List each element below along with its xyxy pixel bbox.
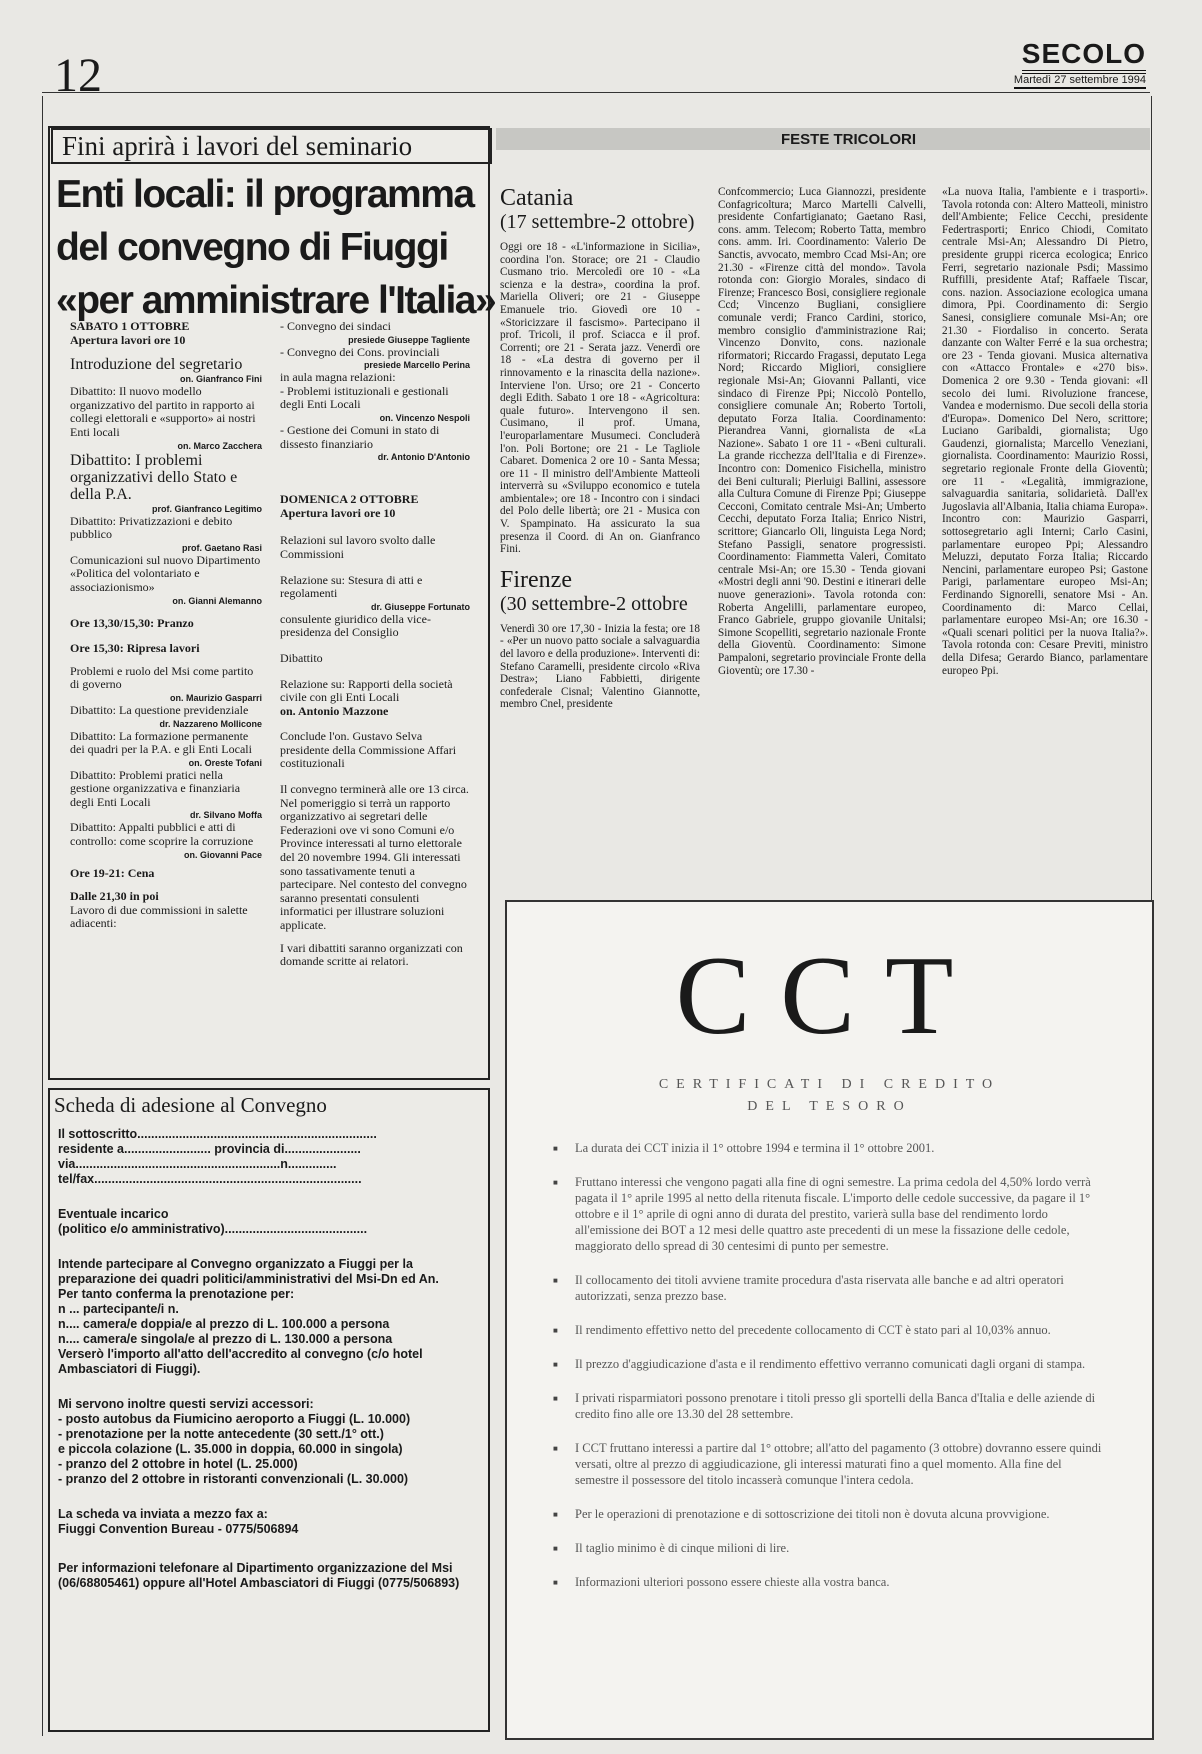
day-subtitle: Apertura lavori ore 10 [280,505,396,520]
day-title: SABATO 1 OTTOBRE [70,319,190,333]
event-dates: (17 settembre-2 ottobre) [500,211,695,233]
form-text: Mi servono inoltre questi servizi accessori: [58,1397,314,1411]
section-band [496,128,1150,150]
form-title: Scheda di adesione al Convegno [54,1093,327,1117]
program-item: Comunicazioni sul nuovo Dipartimento «Politica del volontariato e associazionismo» [70,552,261,594]
service-option[interactable]: e piccola colazione (L. 35.000 in doppia, 60.000 in singola) [58,1442,403,1456]
double-room-field[interactable]: n.... camera/e doppia/e al prezzo di L. 100.000 a persona [58,1317,390,1331]
speaker: on. Vincenzo Nespoli [379,412,470,423]
participants-field[interactable]: n ... partecipante/i n. [58,1302,179,1316]
program-item: - Convegno dei sindaci [280,319,391,333]
time-slot: Ore 19-21: Cena [70,865,155,880]
address-field[interactable]: via...........................................................n.............. [58,1157,337,1171]
masthead [1014,38,1146,89]
time-slot: Ore 15,30: Ripresa lavori [70,641,200,656]
event-text: «La nuova Italia, l'ambiente e i trasporti». Tavola rotonda con: Altero Matteoli, ministro dell'Ambiente; Felice Cecchi, presidente Federtrasporti; Enrico Chiodi, Comitato centrale Msi-An; Alessandro Di Pietro, presidente gruppi ricerca ecologica; Enrico Ferri, segretario nazionale Psdi; Massimo Ruffilli, presidente Ataf; Raffaele Tiscar, cons. nazion. Associazione ecologica umana dimora, Ppi. Coordinamento di: Sergio Sanesi, consigliere comunale Msi-An; ore 21.30 - Fiordaliso in concerto. Serata danzante con Walter Ferré e la sua orchestra; ore 23 - Tenda giovani. Musica alternativa con «Attacco Frontale» e «270 bis». Domenica 2 ore 9.30 - Tenda giovani: «Il secolo dei lumi. Rivoluzione francese, Vandea e modernismo. Due secoli della storia d'Europa». Domenico Del Nero, scrittore; Luciano Garibaldi, giornalista; Ugo Gaudenzi, giornalista; Marcello Veneziani, giornalista. Coordinamento: Maurizio Rossi, segretario regionale Fronte della Gioventù; ore 11 - «Legalità, immigrazione, salvaguardia sanitaria, solidarietà. Dall'ex Jugoslavia all'Albania, Italia chiama Europa». Incontro con: Maurizio Gasparri, sottosegretario agli Interni; Carlo Casini, parlamentare europeo Ppi; Alessandro Meluzzi, deputato Forza Italia; Riccardo Nencini, parlamentare europeo Psi; Gastone Parigi, parlamentare europeo Msi-An; Ferdinando Signorelli, senatore Msi - An. Coordinamento di: Marco Cellai, parlamentare europeo Msi-An; ore 16.30 - «Quali scenari politici per la nuova Italia?». Tavola rotonda con: Cesare Previti, ministro della Difesa; Gerardo Bianco, parlamentare europeo Ppi. [942,186,1148,677]
residence-field[interactable]: residente a......................... provincia di...................... [58,1142,361,1156]
news-column-1 [500,180,700,720]
cct-subtitle-line: DEL TESORO [747,1099,912,1114]
program-item: consulente giuridico della vice-presidenza del Consiglio [280,611,431,640]
news-column-3 [942,186,1148,686]
program-item: - Problemi istituzionali e gestionali degli Enti Locali [280,383,449,412]
form-text: Intende partecipare al Convegno organizzato a Fiuggi per la preparazione dei quadri politici/amministrativi del Msi-Dn ed An. [58,1257,439,1286]
event-text: Oggi ore 18 - «L'informazione in Sicilia», coordina l'on. Storace; ore 21 - Claudio Cusmano trio. Mercoledì ore 10 - «La scienza e la destra», coordina la prof. Mariella Oliveri; ore 21 - Giuseppe Emanuele trio. Giovedì ore 10 - «Storicizzare il fascismo». Partecipano il prof. Tricoli, il prof. Sciacca e il prof. Correnti; ore 21 - Serata jazz. Venerdì ore 18 - «La destra di governo per il rinnovamento e la rinascita della nazione». Interviene l'on. Urso; ore 21 - Concerto degli Edith. Sabato 1 ore 18 - «Agricoltura: quale futuro». Intervengono il sen. Cusimano, il prof. Umana, l'europarlamentare Musumeci. Concluderà l'on. Poli Bortone; ore 21 - Le Tagliole Cabaret. Domenica 2 ore 10 - Santa Messa; ore 11 - Il ministro dell'Ambiente Matteoli interverrà su «Sviluppo economico e tutela ambientale»; ore 18 - Incontro con i sindaci del Polo delle libertà; ore 21 - Musica con V. Spampinato. Ha assicurato la sua presenza il Coord. di An on. Gianfranco Fini. [500,241,700,556]
role-label: Eventuale incarico [58,1207,169,1221]
program-item: Dibattito: La questione previdenziale [70,702,249,717]
cct-subtitle [507,1074,1152,1118]
form-text: La scheda va inviata a mezzo fax a: [58,1507,268,1521]
program-item: Dibattito: Appalti pubblici e atti di controllo: come scoprire la corruzione [70,820,254,849]
paper-name: SECOLO [1022,38,1146,74]
program-item: - Gestione dei Comuni in stato di dissesto finanziario [280,422,440,451]
cct-advertisement [505,900,1154,1740]
program-item: Lavoro di due commissioni in salette adiacenti: [70,902,248,931]
speaker: on. Oreste Tofani [188,757,262,768]
event-dates: (30 settembre-2 ottobre [500,592,688,615]
speaker: dr. Silvano Moffa [189,810,262,821]
list-item: ■ Il collocamento dei titoli avviene tramite procedura d'asta riservata alle banche e ad altri operatori autorizzati, senza prezzo base. [553,1272,1108,1304]
day-subtitle: Apertura lavori ore 10 [70,332,186,347]
program-item: Dibattito: Il nuovo modello organizzativo del partito in rapporto ai collegi elettorali e «supporto» ai nostri Enti locali [70,384,256,439]
list-item: ■ La durata dei CCT inizia il 1° ottobre 1994 e termina il 1° ottobre 2001. [553,1140,1108,1156]
program-column-1 [70,320,262,931]
day-title: DOMENICA 2 OTTOBRE [280,492,419,507]
speaker: dr. Nazzareno Mollicone [159,718,262,729]
speaker: presiede Marcello Perina [363,360,470,371]
program-item: - Convegno dei Cons. provinciali [280,344,440,359]
service-option[interactable]: - posto autobus da Fiumicino aeroporto a Fiuggi (L. 10.000) [58,1412,411,1426]
name-field[interactable]: Il sottoscritto..................................................................... [58,1127,377,1141]
service-option[interactable]: - pranzo del 2 ottobre in hotel (L. 25.000) [58,1457,298,1471]
program-item: Dibattito: Problemi pratici nella gestione organizzativa e finanziaria degli Enti Locali [70,767,241,809]
news-column-2 [718,186,926,686]
cct-logo: CCT [675,934,984,1058]
time-slot: Ore 13,30/15,30: Pranzo [70,615,194,630]
article-kicker: Fini aprirà i lavori del seminario [51,128,492,164]
event-text: Confcommercio; Luca Giannozzi, presidente Confagricoltura; Marco Martelli Calvelli, presidente Confartigianato; Gaetano Rasi, cons. amm. Telecom; Roberto Tatta, membro cons. amm. Iri. Coordinamento: Valerio De Sanctis, avvocato, membro Ccad Msi-An; ore 21.30 - «Firenze città del mondo». Tavola rotonda con: Giorgio Morales, sindaco di Firenze; Francesco Bosi, consigliere regionale Ccd; Vincenzo Bugliani, consigliere comunale verdi; Franco Cardini, storico, membro consiglio d'amministrazione Rai; Vincenzo Donvito, cons. nazionale riformatori; Riccardo Fragassi, deputato Lega Nord; Riccardo Migliori, consigliere regionale Msi-An; Giovanni Pallanti, vice sindaco di Firenze Ppi; Niccolò Pontello, consigliere comunale An; Roberto Tortoli, deputato Forza Italia. Coordinamento: Pierandrea Vanni, giornalista de «La Nazione». Sabato 1 ore 11 - «Beni culturali. La grande ricchezza dell'Italia e di Firenze». Incontro con: Domenico Fisichella, ministro dei Beni culturali; Pierluigi Ballini, assessore alla Cultura Comune di Firenze Ppi; Giuseppe Cecconi, Comitato centrale Msi-An; Umberto Cecchi, deputato Forza Italia; Enrico Nistri, scrittore; Giancarlo Oli, linguista Lega Nord; Stefano Passigli, senatore progressisti. Coordinamento: Fiammetta Valeri, Comitato centrale Msi-An; ore 15.30 - Tenda giovani «Mostri degli anni '90. Destini e itinerari delle nuove generazioni». Tavola rotonda con: Roberta Angelilli, parlamentare europeo, Franco Gabriele, gruppo giovanile Unitalsi; Simone Scopelliti, segretario nazionale Fronte della Gioventù. Coordinamento: Simone Pampaloni, segretario provinciale Fronte della Gioventù; ore 17.30 - [718,186,926,677]
list-item: ■ Il prezzo d'aggiudicazione d'asta e il rendimento effettivo verranno comunicati dagli organi di stampa. [553,1356,1108,1372]
section-title: FESTE TRICOLORI [781,131,916,148]
cct-terms-list [553,1140,1108,1608]
list-item: ■ I CCT fruttano interessi a partire dal 1° ottobre; all'atto del pagamento (3 ottobre) dovranno essere quindi versati, oltre al prezzo di aggiudicazione, gli interessi maturati fino a quel momento. Alla fine del semestre il possessore del titolo incasserà comunque l'intera cedola. [553,1440,1108,1488]
single-room-field[interactable]: n.... camera/e singola/e al prezzo di L. 130.000 a persona [58,1332,393,1346]
speaker: prof. Gaetano Rasi [181,542,262,553]
speaker: on. Maurizio Gasparri [169,692,262,703]
service-option[interactable]: - prenotazione per la notte antecedente (30 sett./1° ott.) [58,1427,384,1441]
program-item: Dibattito [280,650,323,665]
speaker: on. Gianni Alemanno [172,595,262,606]
program-item: Dibattito: Privatizzazioni e debito pubblico [70,513,233,542]
speaker: dr. Giuseppe Fortunato [370,601,470,612]
speaker: presiede Giuseppe Tagliente [348,334,470,345]
program-item: in aula magna relazioni: [280,370,396,385]
role-field[interactable]: (politico e/o amministrativo)......................................... [58,1222,368,1236]
city-title: Firenze [500,566,572,593]
headline-line: «per amministrare l'Italia» [56,279,496,322]
phone-field[interactable]: tel/fax............................................................................. [58,1172,362,1186]
city-title: Catania [500,185,574,211]
info-text: Per informazioni telefonare al Dipartimento organizzazione del Msi (06/68805461) oppure all'Hotel Ambasciatori di Fiuggi (0775/506893) [58,1561,460,1590]
form-text: Verserò l'importo all'atto dell'accredito al convegno (c/o hotel Ambasciatori di Fiuggi). [58,1347,423,1376]
article-headline [56,168,496,327]
list-item: ■ Informazioni ulteriori possono essere chieste alla vostra banca. [553,1574,1108,1590]
headline-line: Enti locali: il programma [56,173,474,216]
form-text: Per tanto conferma la prenotazione per: [58,1287,295,1301]
program-column-2 [280,320,470,978]
fax-number: Fiuggi Convention Bureau - 0775/506894 [58,1522,299,1536]
program-item: Dibattito: I problemi organizzativi dello Stato e della P.A. [70,451,238,503]
event-text: Venerdì 30 ore 17,30 - Inizia la festa; ore 18 - «Per un nuovo patto sociale a salvaguardia del lavoro e della produzione». Interventi di: Stefano Caramelli, presidente circolo «Riva Destra»; Liano Fabbietti, dirigente confederale Cisnal; Valentino Giannotte, membro Cnel, presidente [500,622,700,711]
service-option[interactable]: - pranzo del 2 ottobre in ristoranti convenzionali (L. 30.000) [58,1472,409,1486]
program-item: Conclude l'on. Gustavo Selva presidente della Commissione Affari costituzionali [280,729,457,771]
program-item: I vari dibattiti saranno organizzati con domande scritte ai relatori. [280,940,463,969]
page-number: 12 [54,49,102,102]
list-item: ■ Fruttano interessi che vengono pagati alla fine di ogni semestre. La prima cedola del 4,50% lordo verrà pagata il 1° aprile 1995 al netto della ritenuta fiscale. L'importo delle cedole successive, da pagare il 1° ottobre e il 1° aprile di ogni anno di durata del prestito, varierà sulla base del rendimento lordo all'emissione dei BOT a 12 mesi delle quattro aste precedenti di un mese la fissazione delle cedole, maggiorato dello spread di 30 centesimi di punto per semestre. [553,1174,1108,1254]
program-item: Relazione su: Rapporti della società civile con gli Enti Locali [280,676,453,705]
program-item: Relazioni sul lavoro svolto dalle Commissioni [280,533,436,561]
headline-line: del convegno di Fiuggi [56,226,448,269]
speaker: dr. Antonio D'Antonio [377,452,470,463]
speaker: on. Antonio Mazzone [280,703,389,718]
list-item: ■ Per le operazioni di prenotazione e di sottoscrizione dei titoli non è dovuta alcuna provvigione. [553,1506,1108,1522]
speaker: on. Gianfranco Fini [179,374,262,385]
speaker: prof. Gianfranco Legitimo [151,503,262,514]
speaker: on. Giovanni Pace [183,849,262,860]
list-item: ■ Il taglio minimo è di cinque milioni di lire. [553,1540,1108,1556]
list-item: ■ I privati risparmiatori possono prenotare i titoli presso gli sportelli della Banca d'Italia e delle aziende di credito fino alle ore 13.30 del 28 settembre. [553,1390,1108,1422]
program-item: Problemi e ruolo del Msi come partito di governo [70,663,254,692]
registration-form [54,1093,478,1605]
program-item: Il convegno terminerà alle ore 13 circa. Nel pomeriggio si terrà un rapporto organizzativo ai segretari delle Federazioni ove vi sono Comuni e/o Province interessati al turno elettorale del 20 novembre 1994. Gli interessati sono tassativamente tenuti a partecipare. Nel contesto del convegno saranno presentati consulenti informatici per illustrare soluzioni applicate. [280,782,469,932]
time-slot: Dalle 21,30 in poi [70,889,159,904]
cct-subtitle-line: CERTIFICATI DI CREDITO [658,1077,1001,1092]
program-item: Relazione su: Stesura di atti e regolamenti [280,572,423,601]
program-item: Dibattito: La formazione permanente dei quadri per la P.A. e gli Enti Locali [70,728,252,757]
program-item: Introduzione del segretario [70,356,243,374]
top-rule [42,92,1150,93]
list-item: ■ Il rendimento effettivo netto del precedente collocamento di CCT è stato pari al 10,03% annuo. [553,1322,1108,1338]
speaker: on. Marco Zacchera [177,440,262,451]
issue-date: Martedì 27 settembre 1994 [1014,74,1146,89]
